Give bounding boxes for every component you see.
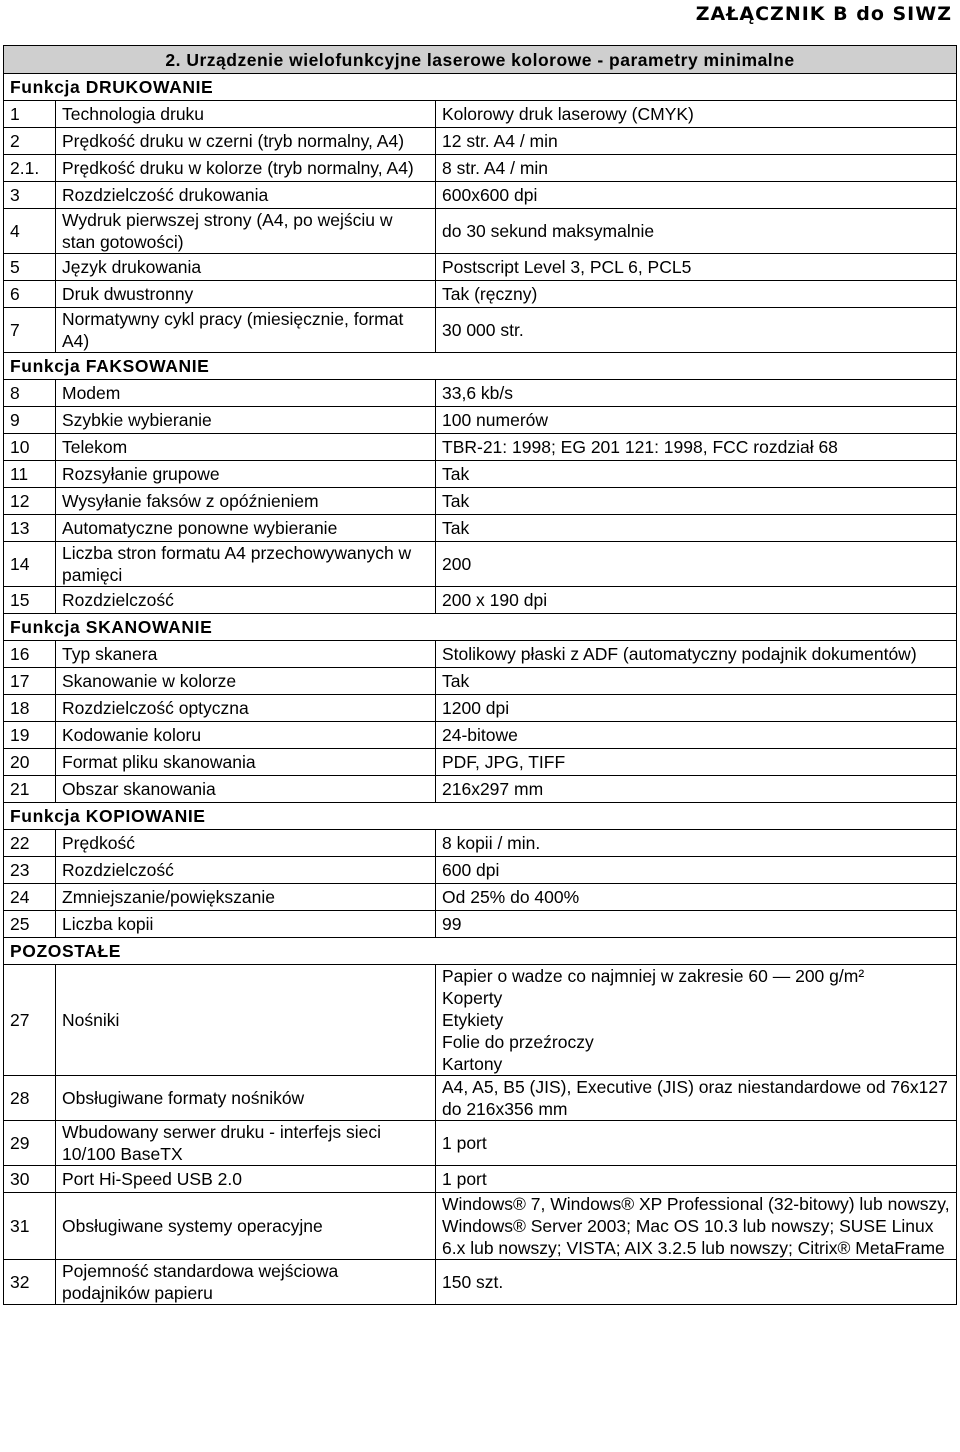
table-row [4,254,957,281]
parameter-name: Telekom [56,434,436,461]
table-row [4,1166,957,1193]
table-row [4,308,957,353]
parameter-name: Liczba stron formatu A4 przechowywanych w pamięci [56,542,436,587]
parameter-value [436,209,957,254]
table-row [4,830,957,857]
value-line: Papier o wadze co najmniej w zakresie 60 — 200 g/m² [442,966,865,986]
parameter-value [436,488,957,515]
parameter-name: Obszar skanowania [56,776,436,803]
parameter-name: Typ skanera [56,641,436,668]
table-row [4,128,957,155]
parameter-name: Prędkość druku w czerni (tryb normalny, A4) [56,128,436,155]
row-number: 23 [4,857,56,884]
table-row [4,911,957,938]
row-number: 24 [4,884,56,911]
table-row [4,776,957,803]
value-line: 200 [442,554,472,574]
table-title: 2. Urządzenie wielofunkcyjne laserowe kolorowe - parametry minimalne [4,46,957,74]
parameter-name: Prędkość [56,830,436,857]
table-row [4,884,957,911]
parameter-value [436,776,957,803]
parameter-value [436,380,957,407]
row-number: 9 [4,407,56,434]
row-number: 25 [4,911,56,938]
table-row [4,515,957,542]
value-line: 12 str. A4 / min [442,131,558,151]
value-line: Od 25% do 400% [442,887,580,907]
section-row [4,614,957,641]
parameter-value [436,182,957,209]
table-row [4,182,957,209]
parameter-name: Szybkie wybieranie [56,407,436,434]
row-number: 2 [4,128,56,155]
row-number: 8 [4,380,56,407]
table-row [4,722,957,749]
table-row [4,542,957,587]
row-number: 31 [4,1193,56,1260]
value-line: 600x600 dpi [442,185,538,205]
table-row [4,965,957,1076]
value-line: 1200 dpi [442,698,510,718]
parameter-value [436,515,957,542]
parameter-name: Kodowanie koloru [56,722,436,749]
parameter-name: Pojemność standardowa wejściowa podajników papieru [56,1260,436,1305]
row-number: 14 [4,542,56,587]
parameter-value [436,407,957,434]
value-line: Tak [442,491,470,511]
parameter-name: Liczba kopii [56,911,436,938]
value-line: Koperty [442,988,503,1008]
parameter-name: Technologia druku [56,101,436,128]
value-line: 1 port [442,1133,487,1153]
table-row [4,1121,957,1166]
parameter-name: Normatywny cykl pracy (miesięcznie, format A4) [56,308,436,353]
parameter-name: Rozdzielczość [56,857,436,884]
table-row [4,155,957,182]
parameter-value [436,128,957,155]
row-number: 4 [4,209,56,254]
table-row [4,380,957,407]
row-number: 6 [4,281,56,308]
value-line: TBR-21: 1998; EG 201 121: 1998, FCC rozdział 68 [442,437,838,457]
parameter-name: Rozdzielczość [56,587,436,614]
value-line: Tak [442,464,470,484]
row-number: 29 [4,1121,56,1166]
row-number: 11 [4,461,56,488]
parameter-value [436,722,957,749]
parameter-value [436,542,957,587]
table-row [4,749,957,776]
value-line: 200 x 190 dpi [442,590,548,610]
parameter-value [436,1076,957,1121]
parameter-value [436,1166,957,1193]
parameter-value [436,587,957,614]
parameter-value [436,911,957,938]
value-line: 150 szt. [442,1272,504,1292]
parameter-name: Modem [56,380,436,407]
parameter-value [436,857,957,884]
parameter-value [436,1121,957,1166]
parameter-name: Rozdzielczość drukowania [56,182,436,209]
table-row [4,434,957,461]
row-number: 15 [4,587,56,614]
row-number: 1 [4,101,56,128]
value-line: Tak [442,671,470,691]
value-line: Etykiety [442,1010,504,1030]
value-line: 24-bitowe [442,725,518,745]
parameter-value [436,461,957,488]
value-line: Postscript Level 3, PCL 6, PCL5 [442,257,692,277]
parameter-name: Wysyłanie faksów z opóźnieniem [56,488,436,515]
row-number: 2.1. [4,155,56,182]
parameter-name: Automatyczne ponowne wybieranie [56,515,436,542]
row-number: 27 [4,965,56,1076]
value-line: Tak (ręczny) [442,284,538,304]
table-row [4,461,957,488]
parameter-value [436,749,957,776]
value-line: Stolikowy płaski z ADF (automatyczny podajnik dokumentów) [442,644,917,664]
parameter-name: Zmniejszanie/powiększanie [56,884,436,911]
section-row [4,938,957,965]
value-line: Kolorowy druk laserowy (CMYK) [442,104,694,124]
section-row [4,74,957,101]
parameter-value [436,830,957,857]
document-header: ZAŁĄCZNIK B do SIWZ [695,3,952,25]
parameter-value [436,695,957,722]
table-row [4,857,957,884]
table-row [4,695,957,722]
parameter-name: Format pliku skanowania [56,749,436,776]
parameter-name: Wbudowany serwer druku - interfejs sieci 10/100 BaseTX [56,1121,436,1166]
parameter-name: Rozsyłanie grupowe [56,461,436,488]
parameter-value [436,434,957,461]
parameter-name: Język drukowania [56,254,436,281]
parameter-name: Obsługiwane formaty nośników [56,1076,436,1121]
section-heading: Funkcja KOPIOWANIE [4,803,957,830]
row-number: 30 [4,1166,56,1193]
row-number: 13 [4,515,56,542]
table-row [4,1260,957,1305]
parameter-name: Wydruk pierwszej strony (A4, po wejściu w stan gotowości) [56,209,436,254]
value-line: 216x297 mm [442,779,544,799]
value-line: 8 str. A4 / min [442,158,549,178]
parameter-value [436,101,957,128]
parameter-value [436,1260,957,1305]
value-line: 1 port [442,1169,487,1189]
row-number: 10 [4,434,56,461]
value-line: do 30 sekund maksymalnie [442,221,655,241]
row-number: 19 [4,722,56,749]
section-heading: POZOSTAŁE [4,938,957,965]
specification-table [3,45,957,1305]
parameter-name: Port Hi-Speed USB 2.0 [56,1166,436,1193]
parameter-name: Rozdzielczość optyczna [56,695,436,722]
row-number: 12 [4,488,56,515]
value-line: 33,6 kb/s [442,383,514,403]
table-row [4,641,957,668]
table-row [4,1193,957,1260]
parameter-name: Druk dwustronny [56,281,436,308]
table-row [4,209,957,254]
section-row [4,353,957,380]
value-line: 30 000 str. [442,320,524,340]
section-heading: Funkcja DRUKOWANIE [4,74,957,101]
row-number: 18 [4,695,56,722]
parameter-name: Skanowanie w kolorze [56,668,436,695]
value-line: 600 dpi [442,860,500,880]
table-row [4,1076,957,1121]
parameter-value [436,308,957,353]
row-number: 20 [4,749,56,776]
table-row [4,668,957,695]
section-heading: Funkcja FAKSOWANIE [4,353,957,380]
parameter-value [436,965,957,1076]
row-number: 3 [4,182,56,209]
row-number: 16 [4,641,56,668]
value-line: 99 [442,914,462,934]
table-row [4,407,957,434]
parameter-value [436,1193,957,1260]
value-line: Tak [442,518,470,538]
value-line: Windows® 7, Windows® XP Professional (32-bitowy) lub nowszy, Windows® Server 2003; Mac OS 10.3 lub nowszy; SUSE Linux 6.x lub nowszy; VISTA; AIX 3.2.5 lub nowszy; Citrix® MetaFrame [442,1194,950,1258]
parameter-value [436,281,957,308]
parameter-value [436,254,957,281]
row-number: 32 [4,1260,56,1305]
row-number: 17 [4,668,56,695]
value-line: A4, A5, B5 (JIS), Executive (JIS) oraz niestandardowe od 76x127 do 216x356 mm [442,1077,948,1119]
parameter-value [436,155,957,182]
table-row [4,587,957,614]
table-row [4,488,957,515]
parameter-value [436,668,957,695]
parameter-value [436,641,957,668]
value-line: 8 kopii / min. [442,833,541,853]
row-number: 7 [4,308,56,353]
parameter-value [436,884,957,911]
section-row [4,803,957,830]
parameter-name: Nośniki [56,965,436,1076]
row-number: 21 [4,776,56,803]
table-title-row [4,46,957,74]
row-number: 28 [4,1076,56,1121]
table-row [4,101,957,128]
row-number: 22 [4,830,56,857]
table-row [4,281,957,308]
parameter-name: Obsługiwane systemy operacyjne [56,1193,436,1260]
section-heading: Funkcja SKANOWANIE [4,614,957,641]
row-number: 5 [4,254,56,281]
parameter-name: Prędkość druku w kolorze (tryb normalny, A4) [56,155,436,182]
value-line: Folie do przeźroczy [442,1032,594,1052]
value-line: Kartony [442,1054,503,1074]
value-line: PDF, JPG, TIFF [442,752,566,772]
value-line: 100 numerów [442,410,549,430]
